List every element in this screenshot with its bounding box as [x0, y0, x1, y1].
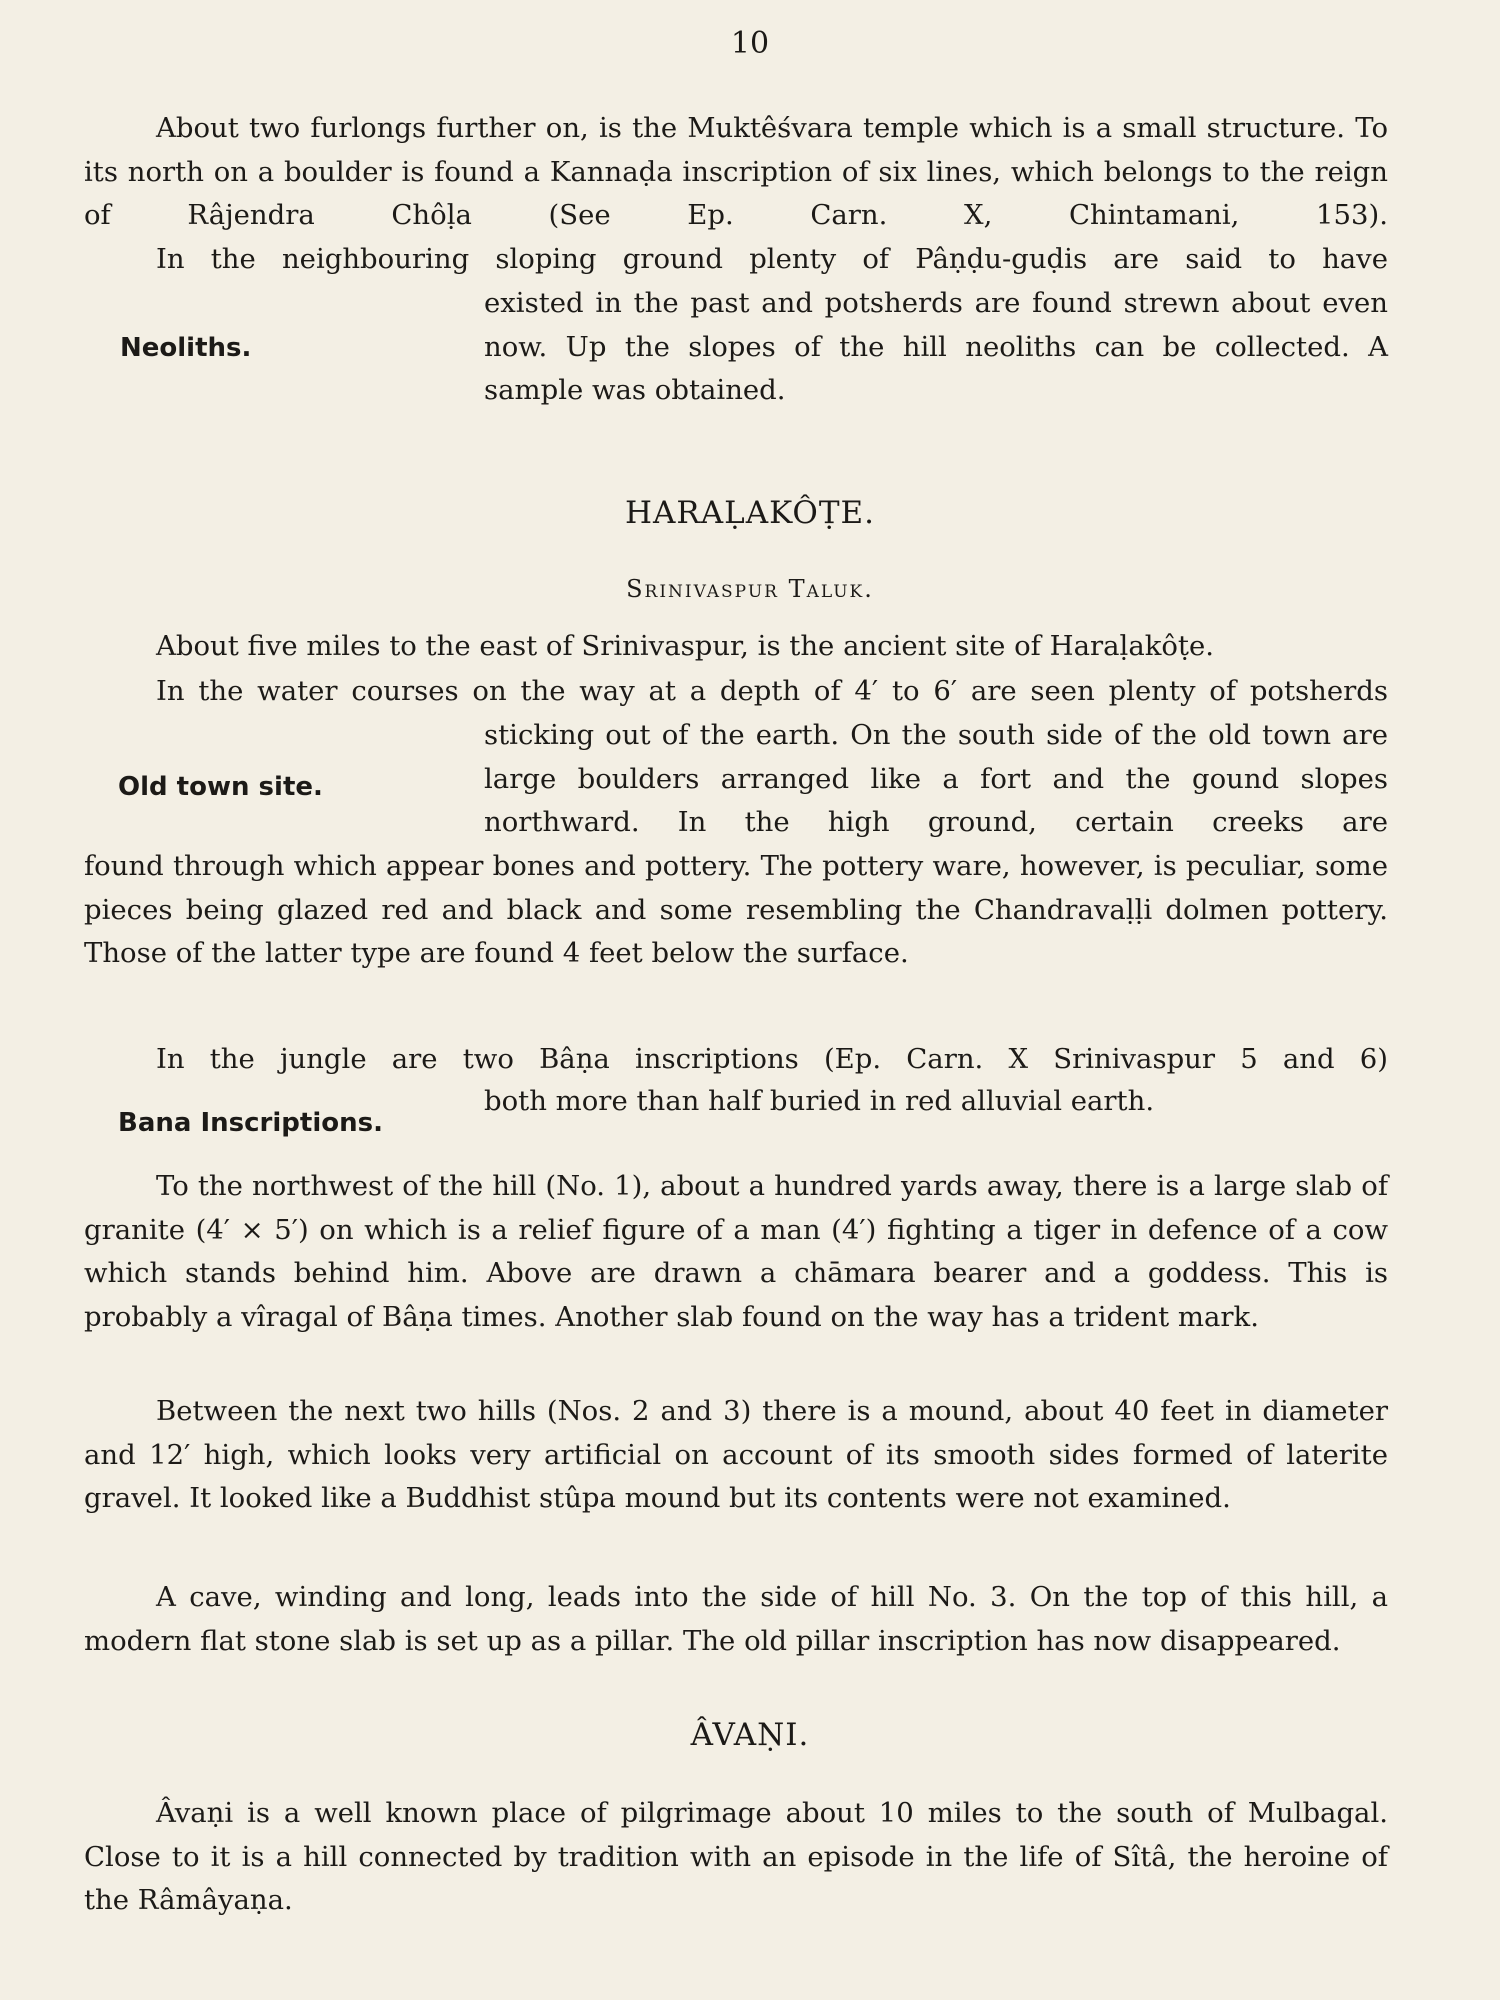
paragraph-avani: Âvaṇi is a well known place of pilgrimage about 10 miles to the south of Mulbagal. Close to it is a hill connected by tradition with an episode in the life of Sîtâ, the heroine of the Râmâyaṇa.: [84, 1797, 1388, 1916]
paragraph-neighbouring-first-line: In the neighbouring sloping ground plenty of Pâṇḍu-guḍis are said to have: [156, 243, 1388, 275]
paragraph-water-courses-first-line: In the water courses on the way at a depth of 4′ to 6′ are seen plenty of potsherds: [156, 675, 1388, 707]
paragraph-water-courses-middle: sticking out of the earth. On the south side of the old town are large boulders arranged like a fort and the gound slopes northward. In the high ground, certain creeks are: [484, 719, 1388, 838]
paragraph-bana-inscriptions-first-line: In the jungle are two Bâṇa inscriptions (Ep. Carn. X Srinivaspur 5 and 6): [156, 1043, 1388, 1075]
heading-haralakote: HARAḶAKÔṬE.: [624, 495, 876, 531]
side-note-neoliths: Neoliths.: [120, 333, 252, 363]
paragraph-mound: Between the next two hills (Nos. 2 and 3) there is a mound, about 40 feet in diameter and 12′ high, which looks very artificial on account of its smooth sides formed of laterite gravel. It looked like a Buddhist stûpa mound but its contents were not examined.: [84, 1395, 1388, 1514]
paragraph-haralakote-site: About five miles to the east of Srinivaspur, is the ancient site of Haraḷakôṭe.: [156, 630, 1214, 662]
paragraph-bana-inscriptions-rest: both more than half buried in red alluvial earth.: [484, 1085, 1155, 1117]
paragraph-muktesvara: About two furlongs further on, is the Muktêśvara temple which is a small structure. To its north on a boulder is found a Kannaḍa inscription of six lines, which belongs to the reign of Râjendra Chôḷa (See Ep. Carn. X, Chintamani, 153).: [84, 112, 1388, 231]
paragraph-water-courses-rest: found through which appear bones and pottery. The pottery ware, however, is peculiar, some pieces being glazed red and black and some resembling the Chandravaḷḷi dolmen pottery. Those of the latter type are found 4 feet below the surface.: [84, 850, 1388, 969]
page-number: 10: [730, 26, 770, 61]
paragraph-neighbouring-rest: existed in the past and potsherds are found strewn about even now. Up the slopes of the hill neoliths can be collected. A sample was obtained.: [484, 287, 1388, 406]
side-note-old-town-site: Old town site.: [118, 772, 323, 802]
paragraph-northwest-slab: To the northwest of the hill (No. 1), about a hundred yards away, there is a large slab of granite (4′ × 5′) on which is a relief figure of a man (4′) fighting a tiger in defence of a cow which stands behind him. Above are drawn a chāmara bearer and a goddess. This is probably a vîragal of Bâṇa times. Another slab found on the way has a trident mark.: [84, 1170, 1388, 1333]
subheading-srinivaspur-taluk: Srinivaspur Taluk.: [626, 575, 874, 603]
heading-avani: ÂVAṆI.: [690, 1717, 810, 1753]
side-note-bana-inscriptions: Bana Inscriptions.: [118, 1108, 383, 1138]
paragraph-cave: A cave, winding and long, leads into the side of hill No. 3. On the top of this hill, a modern flat stone slab is set up as a pillar. The old pillar inscription has now disappeared.: [84, 1581, 1388, 1657]
